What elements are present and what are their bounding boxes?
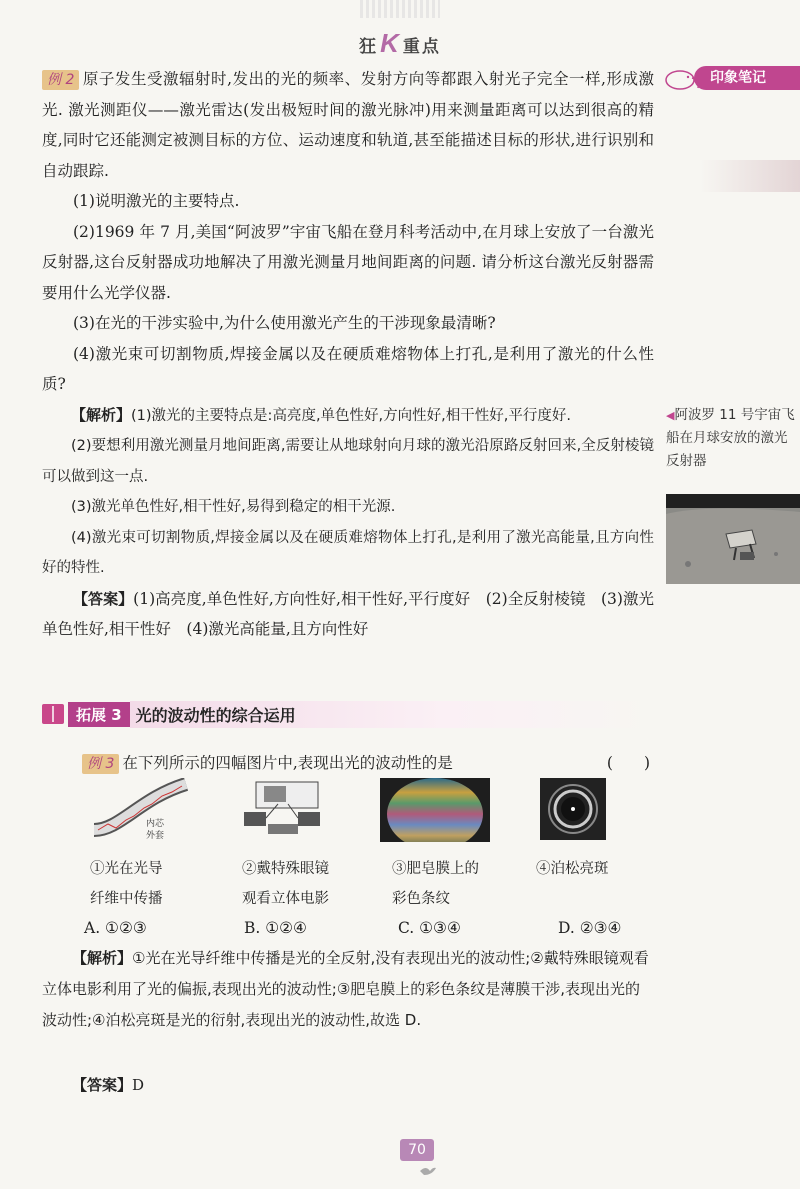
apollo-reflector-photo — [666, 494, 800, 584]
figure-row — [90, 778, 610, 858]
sidebar-decoration — [700, 160, 800, 192]
caption-4: ④泊松亮斑 — [536, 861, 609, 877]
answer: 【答案】(1)高亮度,单色性好,方向性好,相干性好,平行度好 (2)全反射棱镜 (3)激光单色性好,相干性好 (4)激光高能量,且方向性好 — [42, 589, 654, 638]
caption-1: ①光在光导 纤维中传播 — [90, 861, 163, 907]
page-header — [0, 28, 800, 59]
caption-2: ②戴特殊眼镜 观看立体电影 — [242, 861, 329, 907]
choice-b: B. ①②④ — [244, 919, 307, 937]
header-decoration — [360, 0, 440, 18]
question-1: (1)说明激光的主要特点. — [73, 192, 240, 210]
stereo-movie-figure — [238, 778, 334, 840]
section-header — [42, 700, 654, 728]
example-3-analysis: 【解析】①光在光导纤维中传播是光的全反射,没有表现出光的波动性;②戴特殊眼镜观看立体电影利用了光的偏振,表现出光的波动性;③肥皂膜上的彩色条纹是薄膜干涉,表现出光的波动性;④泊松亮斑是光的衍射,表现出光的波动性,故选 D. — [42, 949, 649, 1029]
answer-bracket: ( ) — [606, 754, 650, 772]
left-arrow-icon: ◀ — [666, 409, 675, 422]
choice-d: D. ②③④ — [558, 919, 622, 937]
page-number: 70 — [400, 1139, 434, 1161]
bird-icon — [418, 1163, 438, 1177]
book-icon — [42, 704, 64, 724]
analysis-2: (2)要想利用激光测量月地间距离,需要让从地球射向月球的激光沿原路反射回来,全反射棱镜可以做到这一点. — [42, 438, 654, 485]
sidebar-note: ◀阿波罗 11 号宇宙飞船在月球安放的激光反射器 — [666, 407, 795, 469]
example-3-question: 例 3 在下列所示的四幅图片中,表现出光的波动性的是 ( ) — [42, 748, 654, 778]
example-2-intro: 例 2 原子发生受激辐射时,发出的光的频率、发射方向等都跟入射光子完全一样,形成激光. 激光测距仪——激光雷达(发出极短时间的激光脉冲)用来测量距离可以达到很高的精度,同时它还能测定被测目标的方位、运动速度和轨道,甚至能描述目标的形状,进行识别和自动跟踪. — [42, 70, 654, 180]
notes-heading-label: 印象笔记 — [694, 66, 800, 90]
question-3: (3)在光的干涉实验中,为什么使用激光产生的干涉现象最清晰? — [73, 314, 496, 332]
analysis-3: (3)激光单色性好,相干性好,易得到稳定的相干光源. — [71, 499, 396, 515]
choice-c: C. ①③④ — [398, 919, 461, 937]
question-4: (4)激光束可切割物质,焊接金属以及在硬质难熔物体上打孔,是利用了激光的什么性质? — [42, 344, 654, 393]
choice-a: A. ①②③ — [84, 919, 147, 937]
soap-film-figure — [380, 778, 490, 842]
analysis-1: 【解析】(1)激光的主要特点是:高亮度,单色性好,方向性好,相干性好,平行度好. — [71, 405, 571, 424]
analysis-4: (4)激光束可切割物质,焊接金属以及在硬质难熔物体上打孔,是利用了激光高能量,且方向性好的特性. — [42, 529, 654, 576]
example-2 — [42, 64, 654, 645]
section-badge: 拓展 3 — [68, 702, 130, 727]
notes-heading — [658, 66, 800, 92]
optical-fiber-figure — [90, 778, 190, 846]
example-3-answer: 【答案】D — [72, 1076, 145, 1094]
header-title: 狂K 重点 — [359, 28, 441, 58]
section-title: 光的波动性的综合运用 — [130, 701, 654, 728]
caption-3: ③肥皂膜上的 彩色条纹 — [392, 861, 479, 907]
question-2: (2)1969 年 7 月,美国“阿波罗”宇宙飞船在登月科考活动中,在月球上安放了一台激光反射器,这台反射器成功地解决了用激光测量月地间距离的问题. 请分析这台激光反射器需要用什么光学仪器. — [42, 222, 654, 302]
example-tag: 例 2 — [42, 70, 79, 90]
fiber-inner-label: 内芯 — [146, 819, 165, 829]
fiber-outer-label: 外套 — [146, 831, 165, 841]
poisson-spot-figure — [540, 778, 606, 840]
example-tag: 例 3 — [82, 754, 119, 774]
